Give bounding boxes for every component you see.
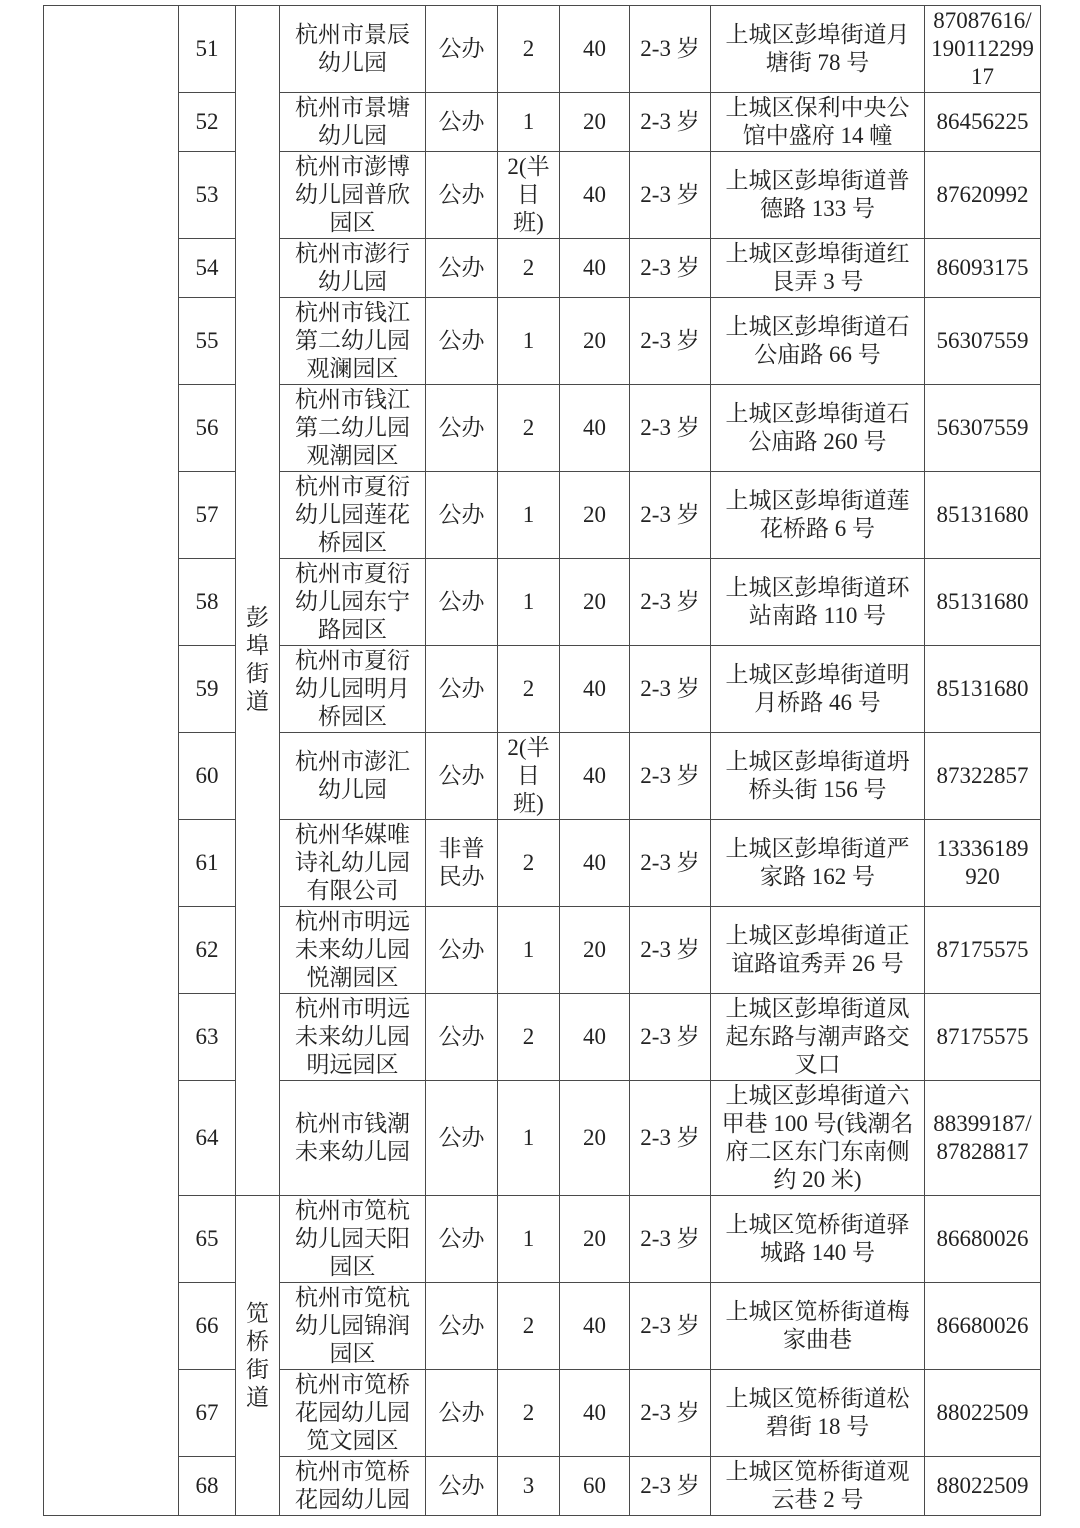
capacity-cell: 40 (560, 6, 630, 93)
age-range-cell: 2-3 岁 (630, 559, 711, 646)
age-range-cell: 2-3 岁 (630, 1370, 711, 1457)
phone-cell: 86680026 (925, 1196, 1041, 1283)
table-row (44, 152, 1041, 239)
kindergarten-name-cell: 杭州市夏衍幼儿园东宁路园区 (280, 559, 426, 646)
class-count-cell: 2 (498, 1283, 560, 1370)
kindergarten-name-cell: 杭州市夏衍幼儿园明月桥园区 (280, 646, 426, 733)
capacity-cell: 20 (560, 1081, 630, 1196)
row-number-cell: 52 (179, 93, 236, 152)
class-count-cell: 2 (498, 239, 560, 298)
row-number-cell: 64 (179, 1081, 236, 1196)
address-cell: 上城区彭埠街道正谊路谊秀弄 26 号 (711, 907, 925, 994)
table-row (44, 93, 1041, 152)
phone-cell: 87175575 (925, 907, 1041, 994)
age-range-cell: 2-3 岁 (630, 646, 711, 733)
address-cell: 上城区彭埠街道石公庙路 66 号 (711, 298, 925, 385)
kindergarten-name-cell: 杭州市明远未来幼儿园悦潮园区 (280, 907, 426, 994)
run-type-cell: 公办 (426, 298, 498, 385)
capacity-cell: 40 (560, 733, 630, 820)
run-type-cell: 公办 (426, 1196, 498, 1283)
district-empty-cell (44, 6, 179, 1516)
address-cell: 上城区彭埠街道坍桥头街 156 号 (711, 733, 925, 820)
run-type-cell: 公办 (426, 907, 498, 994)
class-count-cell: 2 (498, 1370, 560, 1457)
kindergarten-name-cell: 杭州市钱江第二幼儿园观潮园区 (280, 385, 426, 472)
capacity-cell: 40 (560, 152, 630, 239)
address-cell: 上城区彭埠街道普德路 133 号 (711, 152, 925, 239)
phone-cell: 87175575 (925, 994, 1041, 1081)
class-count-cell: 1 (498, 472, 560, 559)
run-type-cell: 公办 (426, 152, 498, 239)
class-count-cell: 2 (498, 994, 560, 1081)
row-number-cell: 54 (179, 239, 236, 298)
capacity-cell: 20 (560, 472, 630, 559)
capacity-cell: 60 (560, 1457, 630, 1516)
capacity-cell: 20 (560, 1196, 630, 1283)
row-number-cell: 65 (179, 1196, 236, 1283)
age-range-cell: 2-3 岁 (630, 472, 711, 559)
row-number-cell: 51 (179, 6, 236, 93)
capacity-cell: 20 (560, 298, 630, 385)
run-type-cell: 公办 (426, 646, 498, 733)
run-type-cell: 公办 (426, 6, 498, 93)
class-count-cell: 3 (498, 1457, 560, 1516)
row-number-cell: 63 (179, 994, 236, 1081)
row-number-cell: 57 (179, 472, 236, 559)
capacity-cell: 40 (560, 239, 630, 298)
table-row (44, 646, 1041, 733)
address-cell: 上城区笕桥街道驿城路 140 号 (711, 1196, 925, 1283)
phone-cell: 86093175 (925, 239, 1041, 298)
phone-cell: 85131680 (925, 646, 1041, 733)
class-count-cell: 2 (498, 385, 560, 472)
class-count-cell: 1 (498, 93, 560, 152)
row-number-cell: 58 (179, 559, 236, 646)
row-number-cell: 61 (179, 820, 236, 907)
row-number-cell: 60 (179, 733, 236, 820)
table-row (44, 1196, 1041, 1283)
phone-cell: 13336189920 (925, 820, 1041, 907)
table-row (44, 907, 1041, 994)
capacity-cell: 20 (560, 559, 630, 646)
phone-cell: 88399187/87828817 (925, 1081, 1041, 1196)
class-count-cell: 2 (498, 646, 560, 733)
kindergarten-name-cell: 杭州市笕桥花园幼儿园笕文园区 (280, 1370, 426, 1457)
age-range-cell: 2-3 岁 (630, 298, 711, 385)
address-cell: 上城区笕桥街道观云巷 2 号 (711, 1457, 925, 1516)
phone-cell: 85131680 (925, 472, 1041, 559)
table-row (44, 239, 1041, 298)
row-number-cell: 68 (179, 1457, 236, 1516)
table-row (44, 820, 1041, 907)
table-row (44, 733, 1041, 820)
phone-cell: 56307559 (925, 298, 1041, 385)
class-count-cell: 2(半日班) (498, 152, 560, 239)
address-cell: 上城区彭埠街道凤起东路与潮声路交叉口 (711, 994, 925, 1081)
row-number-cell: 67 (179, 1370, 236, 1457)
table-row (44, 472, 1041, 559)
age-range-cell: 2-3 岁 (630, 93, 711, 152)
capacity-cell: 40 (560, 820, 630, 907)
run-type-cell: 公办 (426, 733, 498, 820)
table-row (44, 994, 1041, 1081)
table-row (44, 1457, 1041, 1516)
kindergarten-name-cell: 杭州市景塘幼儿园 (280, 93, 426, 152)
kindergarten-name-cell: 杭州市景辰幼儿园 (280, 6, 426, 93)
capacity-cell: 40 (560, 385, 630, 472)
row-number-cell: 55 (179, 298, 236, 385)
run-type-cell: 公办 (426, 1457, 498, 1516)
kindergarten-name-cell: 杭州市笕杭幼儿园天阳园区 (280, 1196, 426, 1283)
address-cell: 上城区笕桥街道松碧街 18 号 (711, 1370, 925, 1457)
phone-cell: 86680026 (925, 1283, 1041, 1370)
kindergarten-name-cell: 杭州市澎汇幼儿园 (280, 733, 426, 820)
capacity-cell: 20 (560, 907, 630, 994)
phone-cell: 56307559 (925, 385, 1041, 472)
capacity-cell: 20 (560, 93, 630, 152)
capacity-cell: 40 (560, 1283, 630, 1370)
age-range-cell: 2-3 岁 (630, 6, 711, 93)
age-range-cell: 2-3 岁 (630, 1196, 711, 1283)
row-number-cell: 62 (179, 907, 236, 994)
class-count-cell: 1 (498, 1081, 560, 1196)
phone-cell: 88022509 (925, 1457, 1041, 1516)
capacity-cell: 40 (560, 1370, 630, 1457)
run-type-cell: 公办 (426, 1081, 498, 1196)
phone-cell: 86456225 (925, 93, 1041, 152)
kindergarten-name-cell: 杭州市夏衍幼儿园莲花桥园区 (280, 472, 426, 559)
class-count-cell: 1 (498, 559, 560, 646)
run-type-cell: 公办 (426, 239, 498, 298)
address-cell: 上城区彭埠街道石公庙路 260 号 (711, 385, 925, 472)
age-range-cell: 2-3 岁 (630, 1081, 711, 1196)
age-range-cell: 2-3 岁 (630, 1283, 711, 1370)
phone-cell: 88022509 (925, 1370, 1041, 1457)
address-cell: 上城区彭埠街道明月桥路 46 号 (711, 646, 925, 733)
class-count-cell: 2(半日班) (498, 733, 560, 820)
kindergarten-name-cell: 杭州市明远未来幼儿园明远园区 (280, 994, 426, 1081)
age-range-cell: 2-3 岁 (630, 994, 711, 1081)
address-cell: 上城区彭埠街道环站南路 110 号 (711, 559, 925, 646)
kindergarten-name-cell: 杭州市笕桥花园幼儿园 (280, 1457, 426, 1516)
class-count-cell: 2 (498, 6, 560, 93)
address-cell: 上城区彭埠街道莲花桥路 6 号 (711, 472, 925, 559)
row-number-cell: 59 (179, 646, 236, 733)
address-cell: 上城区保利中央公馆中盛府 14 幢 (711, 93, 925, 152)
kindergarten-name-cell: 杭州市钱潮未来幼儿园 (280, 1081, 426, 1196)
phone-cell: 85131680 (925, 559, 1041, 646)
kindergarten-name-cell: 杭州市澎博幼儿园普欣园区 (280, 152, 426, 239)
run-type-cell: 公办 (426, 1283, 498, 1370)
kindergarten-name-cell: 杭州市钱江第二幼儿园观澜园区 (280, 298, 426, 385)
run-type-cell: 公办 (426, 385, 498, 472)
class-count-cell: 1 (498, 1196, 560, 1283)
roster-body (44, 6, 1041, 1516)
age-range-cell: 2-3 岁 (630, 152, 711, 239)
age-range-cell: 2-3 岁 (630, 820, 711, 907)
address-cell: 上城区彭埠街道红艮弄 3 号 (711, 239, 925, 298)
table-row (44, 6, 1041, 93)
kindergarten-name-cell: 杭州市澎行幼儿园 (280, 239, 426, 298)
run-type-cell: 公办 (426, 472, 498, 559)
age-range-cell: 2-3 岁 (630, 733, 711, 820)
row-number-cell: 53 (179, 152, 236, 239)
age-range-cell: 2-3 岁 (630, 1457, 711, 1516)
class-count-cell: 1 (498, 298, 560, 385)
table-row (44, 385, 1041, 472)
run-type-cell: 公办 (426, 1370, 498, 1457)
age-range-cell: 2-3 岁 (630, 385, 711, 472)
phone-cell: 87087616/19011229917 (925, 6, 1041, 93)
run-type-cell: 非普民办 (426, 820, 498, 907)
run-type-cell: 公办 (426, 93, 498, 152)
row-number-cell: 56 (179, 385, 236, 472)
table-row (44, 1283, 1041, 1370)
table-row (44, 1081, 1041, 1196)
address-cell: 上城区笕桥街道梅家曲巷 (711, 1283, 925, 1370)
table-row (44, 1370, 1041, 1457)
kindergarten-name-cell: 杭州市笕杭幼儿园锦润园区 (280, 1283, 426, 1370)
street-group-cell: 彭埠街道 (236, 6, 280, 1196)
kindergarten-name-cell: 杭州华媒唯诗礼幼儿园有限公司 (280, 820, 426, 907)
age-range-cell: 2-3 岁 (630, 907, 711, 994)
class-count-cell: 1 (498, 907, 560, 994)
age-range-cell: 2-3 岁 (630, 239, 711, 298)
kindergarten-roster-table (43, 5, 1041, 1516)
capacity-cell: 40 (560, 646, 630, 733)
row-number-cell: 66 (179, 1283, 236, 1370)
phone-cell: 87620992 (925, 152, 1041, 239)
class-count-cell: 2 (498, 820, 560, 907)
address-cell: 上城区彭埠街道严家路 162 号 (711, 820, 925, 907)
street-group-cell: 笕桥街道 (236, 1196, 280, 1516)
address-cell: 上城区彭埠街道月塘街 78 号 (711, 6, 925, 93)
table-row (44, 559, 1041, 646)
capacity-cell: 40 (560, 994, 630, 1081)
run-type-cell: 公办 (426, 559, 498, 646)
table-row (44, 298, 1041, 385)
phone-cell: 87322857 (925, 733, 1041, 820)
address-cell: 上城区彭埠街道六甲巷 100 号(钱潮名府二区东门东南侧约 20 米) (711, 1081, 925, 1196)
run-type-cell: 公办 (426, 994, 498, 1081)
